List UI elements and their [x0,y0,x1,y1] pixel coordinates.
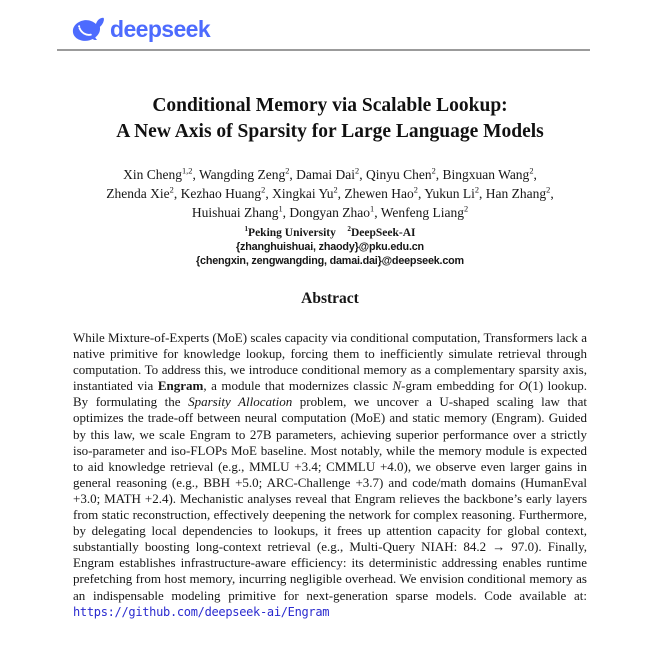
text-segment: , [533,167,537,182]
author-affiliation-superscript: 2 [529,166,534,176]
contact-emails [0,241,660,268]
text-segment: Xin Cheng [123,167,182,182]
author-affiliation-superscript: 2 [261,185,266,195]
text-segment: , Zhewen Hao [337,186,414,201]
text-segment: O [518,378,528,394]
text-segment: , Yukun Li [417,186,475,201]
author-affiliation-superscript: 2 [333,185,338,195]
text-segment: problem, we uncover a U-shaped scaling law that optimizes the trade-off between neural computation (MoE) and static memory (Engram). Guided by this law, we scale Engram to 27B parameters, achieving superior performance over a strictly iso-parameter and iso-FLOPs MoE baseline. Most notably, while the memory module is expected to aid knowledge retrieval (e.g., MMLU +3.4; CMMLU +4.0), we observe even larger gains in general reasoning (e.g., BBH +5.0; ARC-Challenge +3.7) and code/math domains (HumanEval +3.0; MATH +2.4). Mechanistic analyses reveal that Engram relieves the backbone’s early layers from static reconstruction, effectively deepening the network for complex reasoning. Furthermore, by delegating local dependencies to lookups, it frees up attention capacity for global context, substantially boosting long-context retrieval (e.g., Multi-Query NIAH: 84.2 → 97.0). Finally, Engram establishes infrastructure-aware efficiency: its deterministic addressing enables runtime prefetching from host memory, incurring negligible overhead. We envision conditional memory as an indispensable modeling primitive for next-generation sparse models. Code available at: [73,394,587,603]
text-segment: Engram [157,378,204,394]
text-segment: While Mixture-of-Experts (MoE) scales capacity via conditional computation, Transformers lack a native primitive for knowledge lookup, forcing them to inefficiently simulate retrieval through computation. To address this, we introduce conditional memory as a complementary sparsity axis, instantiated via [73,330,587,394]
text-segment: , Kezhao Huang [173,186,262,201]
paper-title-line1: Conditional Memory via Scalable Lookup: [152,95,508,116]
text-segment: Sparsity Allocation [188,394,293,410]
abstract-text [73,330,587,620]
text-segment: , Dongyan Zhao [282,205,371,220]
text-segment: , Qinyu Chen [359,167,432,182]
email-line-deepseek: {chengxin, zengwangding, damai.dai}@deepseek.com [196,254,464,267]
text-segment: Peking University [248,227,348,239]
header-divider [57,49,590,51]
author-affiliation-superscript: 2 [474,185,480,195]
author-affiliation-superscript: 2 [169,185,174,195]
author-affiliation-superscript: 2 [355,166,360,176]
text-segment: , Bingxuan Wang [435,167,530,182]
text-segment: , Xingkai Yu [265,186,334,201]
author-line [0,203,660,222]
author-affiliation-superscript: 1 [370,204,375,214]
author-affiliation-superscript: 2 [413,185,418,195]
paper-title-line2: A New Axis of Sparsity for Large Language Models [116,121,544,142]
author-affiliation-superscript: 2 [285,166,290,176]
author-line [0,184,660,203]
author-affiliation-superscript: 1 [278,204,283,214]
deepseek-whale-icon [71,16,105,43]
text-segment: , [550,186,554,201]
text-segment: -gram embedding for [401,378,519,394]
author-affiliation-superscript: 2 [347,225,351,234]
text-segment: N [392,378,402,394]
text-segment: Huishuai Zhang [191,205,279,220]
text-segment: , Wenfeng Liang [374,205,464,220]
author-affiliation-superscript: 2 [431,166,436,176]
author-affiliation-superscript: 1,2 [182,166,193,176]
text-segment: , Damai Dai [289,167,356,182]
brand-wordmark: deepseek [110,16,211,42]
author-affiliation-superscript: 2 [546,185,551,195]
text-segment: , Wangding Zeng [192,167,286,182]
affiliations [0,226,660,240]
paper-title [0,93,660,145]
text-segment: (1) lookup. By formulating the [73,378,588,410]
text-segment: Zhenda Xie [106,186,170,201]
text-segment: DeepSeek-AI [350,227,416,239]
author-line [0,165,660,184]
deepseek-logo [71,14,210,44]
email-line-pku: {zhanghuishuai, zhaody}@pku.edu.cn [236,241,424,253]
text-segment: , Han Zhang [479,186,547,201]
author-list [0,165,660,222]
author-affiliation-superscript: 2 [463,204,469,214]
abstract-heading: Abstract [301,290,359,307]
code-repo-link[interactable]: https://github.com/deepseek-ai/Engram [73,604,330,619]
author-affiliation-superscript: 1 [244,225,249,234]
text-segment: , a module that modernizes classic [203,378,393,394]
